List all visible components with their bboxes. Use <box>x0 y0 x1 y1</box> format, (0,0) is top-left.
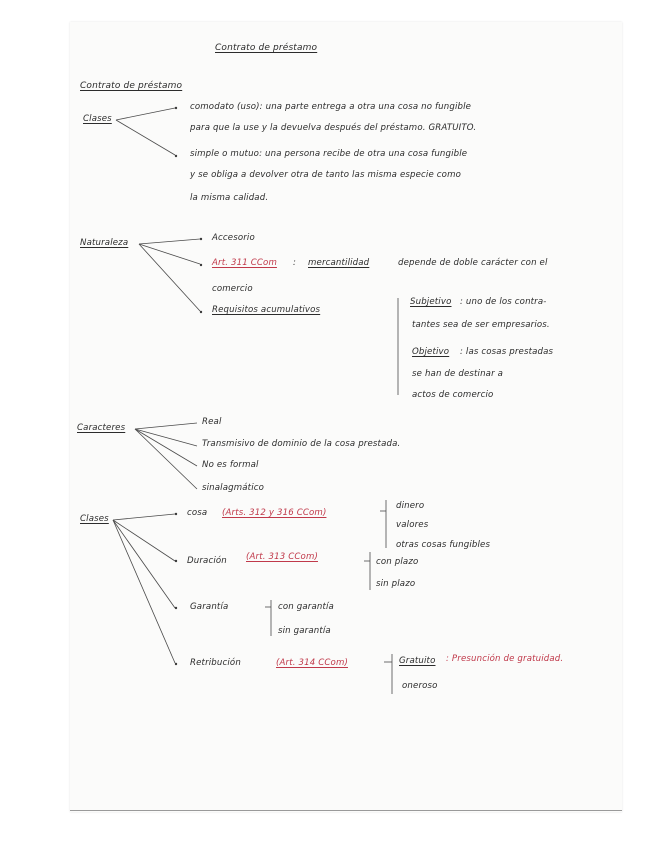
cosa-valores: valores <box>396 520 429 530</box>
naturaleza-requisitos: Requisitos acumulativos <box>212 305 321 315</box>
caracteres-sinalagmatico: sinalagmático <box>202 483 265 493</box>
section-heading: Contrato de préstamo <box>80 81 183 91</box>
duracion-label: Duración <box>187 556 227 566</box>
cosa-dinero: dinero <box>396 501 425 511</box>
cosa-otras-fungibles: otras cosas fungibles <box>396 540 491 550</box>
naturaleza-mercantilidad: mercantilidad <box>308 258 370 268</box>
comodato-line1: comodato (uso): una parte entrega a otra una cosa no fungible <box>190 102 472 112</box>
garantia-con: con garantía <box>278 602 334 612</box>
naturaleza-comercio: comercio <box>212 284 253 294</box>
oneroso-label: oneroso <box>402 681 438 691</box>
retribucion-ref: (Art. 314 CCom) <box>276 658 348 668</box>
duracion-sin-plazo: sin plazo <box>376 579 416 589</box>
clases2-label: Clases <box>80 514 109 524</box>
duracion-ref: (Art. 313 CCom) <box>246 552 318 562</box>
cosa-label: cosa <box>187 508 208 518</box>
garantia-label: Garantía <box>190 602 229 612</box>
objetivo-label: Objetivo <box>412 347 450 357</box>
page-title: Contrato de préstamo <box>215 43 318 53</box>
gratuito-text: : Presunción de gratuidad. <box>446 654 564 664</box>
gratuito-label: Gratuito <box>399 656 436 666</box>
retribucion-label: Retribución <box>190 658 241 668</box>
objetivo-text2: se han de destinar a <box>412 369 504 379</box>
caracteres-no-formal: No es formal <box>202 460 259 470</box>
subjetivo-text2: tantes sea de ser empresarios. <box>412 320 550 330</box>
mutuo-line2: y se obliga a devolver otra de tanto las misma especie como <box>190 170 462 180</box>
mutuo-line3: la misma calidad. <box>190 193 269 203</box>
duracion-con-plazo: con plazo <box>376 557 419 567</box>
objetivo-text1: : las cosas prestadas <box>460 347 554 357</box>
cosa-ref: (Arts. 312 y 316 CCom) <box>222 508 327 518</box>
caracteres-transmisivo: Transmisivo de dominio de la cosa prestada. <box>202 439 401 449</box>
caracteres-real: Real <box>202 417 222 427</box>
subjetivo-text1: : uno de los contra- <box>460 297 547 307</box>
objetivo-text3: actos de comercio <box>412 390 494 400</box>
mutuo-line1: simple o mutuo: una persona recibe de otra una cosa fungible <box>190 149 468 159</box>
garantia-sin: sin garantía <box>278 626 331 636</box>
clases-label: Clases <box>83 114 112 124</box>
naturaleza-accesorio: Accesorio <box>212 233 255 243</box>
naturaleza-colon: : <box>293 258 297 268</box>
subjetivo-label: Subjetivo <box>410 297 452 307</box>
naturaleza-art-311: Art. 311 CCom <box>212 258 277 268</box>
naturaleza-doble-caracter: depende de doble carácter con el <box>398 258 548 268</box>
comodato-line2: para que la use y la devuelva después del préstamo. GRATUITO. <box>190 123 477 133</box>
caracteres-label: Caracteres <box>77 423 126 433</box>
naturaleza-label: Naturaleza <box>80 238 129 248</box>
